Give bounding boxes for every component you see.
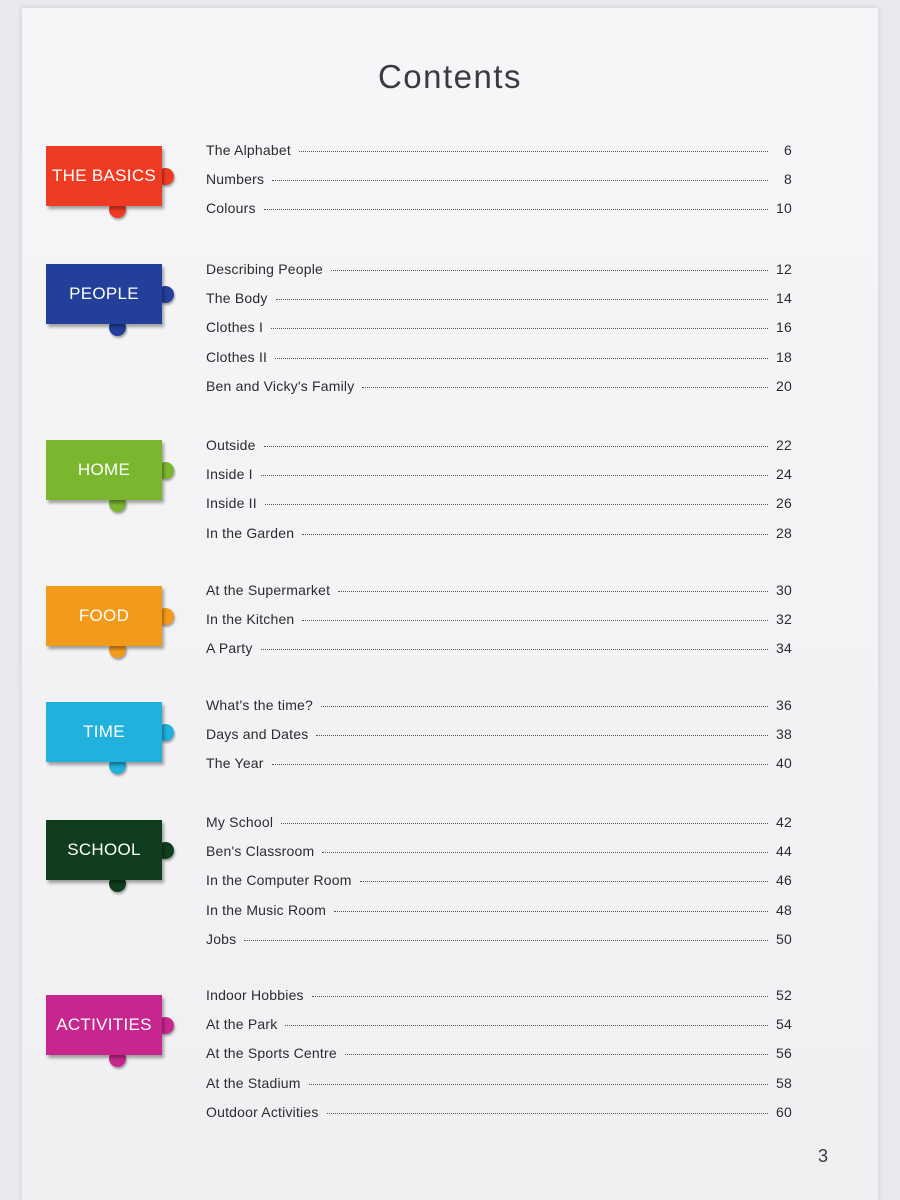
dot-leader	[285, 1024, 768, 1026]
toc-entry-title: In the Garden	[206, 525, 295, 541]
dot-leader	[264, 445, 768, 447]
section-label: PEOPLE	[46, 264, 162, 324]
toc-entry-page: 40	[776, 755, 792, 771]
toc-entry[interactable]	[206, 349, 792, 369]
toc-entry[interactable]	[206, 987, 792, 1007]
dot-leader	[360, 880, 768, 882]
toc-entry-page: 48	[776, 902, 792, 918]
toc-entry-title: Ben's Classroom	[206, 843, 315, 859]
toc-entry[interactable]	[206, 902, 792, 922]
toc-entry-title: At the Supermarket	[206, 582, 331, 598]
toc-entry-page: 24	[776, 466, 792, 482]
toc-entry[interactable]	[206, 640, 792, 660]
toc-entry[interactable]	[206, 142, 792, 162]
toc-entry[interactable]	[206, 1016, 792, 1036]
dot-leader	[244, 939, 768, 941]
dot-leader	[345, 1053, 768, 1055]
toc-entry-page: 30	[776, 582, 792, 598]
toc-entry-title: At the Park	[206, 1016, 278, 1032]
toc-entry-title: At the Stadium	[206, 1075, 301, 1091]
dot-leader	[264, 208, 768, 210]
dot-leader	[327, 1112, 768, 1114]
toc-entry[interactable]	[206, 872, 792, 892]
toc-entry[interactable]	[206, 200, 792, 220]
dot-leader	[309, 1083, 768, 1085]
toc-entry-title: Clothes I	[206, 319, 264, 335]
toc-entry-title: What's the time?	[206, 697, 314, 713]
dot-leader	[272, 179, 768, 181]
dot-leader	[302, 533, 768, 535]
toc-entry[interactable]	[206, 726, 792, 746]
section-label: ACTIVITIES	[46, 995, 162, 1055]
toc-entry-page: 26	[776, 495, 792, 511]
toc-entry-title: A Party	[206, 640, 253, 656]
toc-entry-page: 42	[776, 814, 792, 830]
toc-entry-page: 60	[776, 1104, 792, 1120]
toc-entry[interactable]	[206, 171, 792, 191]
section-label: SCHOOL	[46, 820, 162, 880]
dot-leader	[331, 269, 768, 271]
toc-entry[interactable]	[206, 611, 792, 631]
toc-entry-page: 54	[776, 1016, 792, 1032]
dot-leader	[299, 150, 768, 152]
toc-entry-title: Clothes II	[206, 349, 268, 365]
dot-leader	[276, 298, 768, 300]
toc-entry-title: The Year	[206, 755, 264, 771]
dot-leader	[275, 357, 768, 359]
toc-entry[interactable]	[206, 931, 792, 951]
toc-entry[interactable]	[206, 1075, 792, 1095]
toc-entry-page: 52	[776, 987, 792, 1003]
toc-entry-page: 44	[776, 843, 792, 859]
toc-entry-title: Colours	[206, 200, 256, 216]
toc-entry-title: Outdoor Activities	[206, 1104, 319, 1120]
toc-entry[interactable]	[206, 437, 792, 457]
toc-entry[interactable]	[206, 582, 792, 602]
toc-entry-page: 12	[776, 261, 792, 277]
toc-entry-page: 22	[776, 437, 792, 453]
toc-entry[interactable]	[206, 378, 792, 398]
toc-entry[interactable]	[206, 261, 792, 281]
toc-entry-title: In the Kitchen	[206, 611, 295, 627]
toc-entry[interactable]	[206, 495, 792, 515]
toc-entry-title: Outside	[206, 437, 256, 453]
section-label: TIME	[46, 702, 162, 762]
dot-leader	[302, 619, 768, 621]
toc-entry-page: 28	[776, 525, 792, 541]
toc-entry[interactable]	[206, 755, 792, 775]
toc-entry-title: Ben and Vicky's Family	[206, 378, 355, 394]
toc-entry-page: 10	[776, 200, 792, 216]
toc-entry-title: Inside I	[206, 466, 253, 482]
toc-entry-title: At the Sports Centre	[206, 1045, 337, 1061]
section-label: FOOD	[46, 586, 162, 646]
toc-entry[interactable]	[206, 290, 792, 310]
toc-entry-page: 20	[776, 378, 792, 394]
dot-leader	[272, 763, 768, 765]
dot-leader	[261, 474, 768, 476]
page-title: Contents	[377, 58, 523, 95]
toc-entry[interactable]	[206, 1045, 792, 1065]
toc-entry-page: 32	[776, 611, 792, 627]
toc-entry[interactable]	[206, 843, 792, 863]
dot-leader	[362, 386, 768, 388]
toc-entry-page: 38	[776, 726, 792, 742]
dot-leader	[312, 995, 768, 997]
section-label: THE BASICS	[46, 146, 162, 206]
toc-entry-title: The Body	[206, 290, 268, 306]
dot-leader	[338, 590, 768, 592]
toc-entry[interactable]	[206, 697, 792, 717]
dot-leader	[271, 327, 768, 329]
toc-entry-title: The Alphabet	[206, 142, 291, 158]
toc-entry-title: In the Computer Room	[206, 872, 352, 888]
toc-entry[interactable]	[206, 1104, 792, 1124]
toc-entry-title: My School	[206, 814, 274, 830]
dot-leader	[281, 822, 768, 824]
toc-entry-page: 46	[776, 872, 792, 888]
toc-entry-page: 16	[776, 319, 792, 335]
toc-entry-title: Inside II	[206, 495, 257, 511]
toc-entry-title: Numbers	[206, 171, 265, 187]
page-number: 3	[818, 1146, 829, 1166]
toc-entry-page: 56	[776, 1045, 792, 1061]
dot-leader	[322, 851, 768, 853]
dot-leader	[316, 734, 768, 736]
dot-leader	[261, 648, 768, 650]
section-label: HOME	[46, 440, 162, 500]
toc-entry[interactable]	[206, 814, 792, 834]
toc-entry-page: 36	[776, 697, 792, 713]
dot-leader	[334, 910, 768, 912]
toc-entry-title: Jobs	[206, 931, 237, 947]
toc-entry-page: 6	[784, 142, 792, 158]
toc-entry-title: In the Music Room	[206, 902, 327, 918]
toc-entry-page: 58	[776, 1075, 792, 1091]
toc-entry[interactable]	[206, 319, 792, 339]
toc-entry-page: 50	[776, 931, 792, 947]
toc-entry-page: 18	[776, 349, 792, 365]
dot-leader	[265, 503, 768, 505]
toc-entry-page: 34	[776, 640, 792, 656]
toc-entry-page: 8	[784, 171, 792, 187]
toc-entry-title: Describing People	[206, 261, 324, 277]
toc-entry-page: 14	[776, 290, 792, 306]
toc-entry-title: Indoor Hobbies	[206, 987, 304, 1003]
toc-entry[interactable]	[206, 466, 792, 486]
dot-leader	[321, 705, 768, 707]
toc-entry[interactable]	[206, 525, 792, 545]
toc-entry-title: Days and Dates	[206, 726, 309, 742]
